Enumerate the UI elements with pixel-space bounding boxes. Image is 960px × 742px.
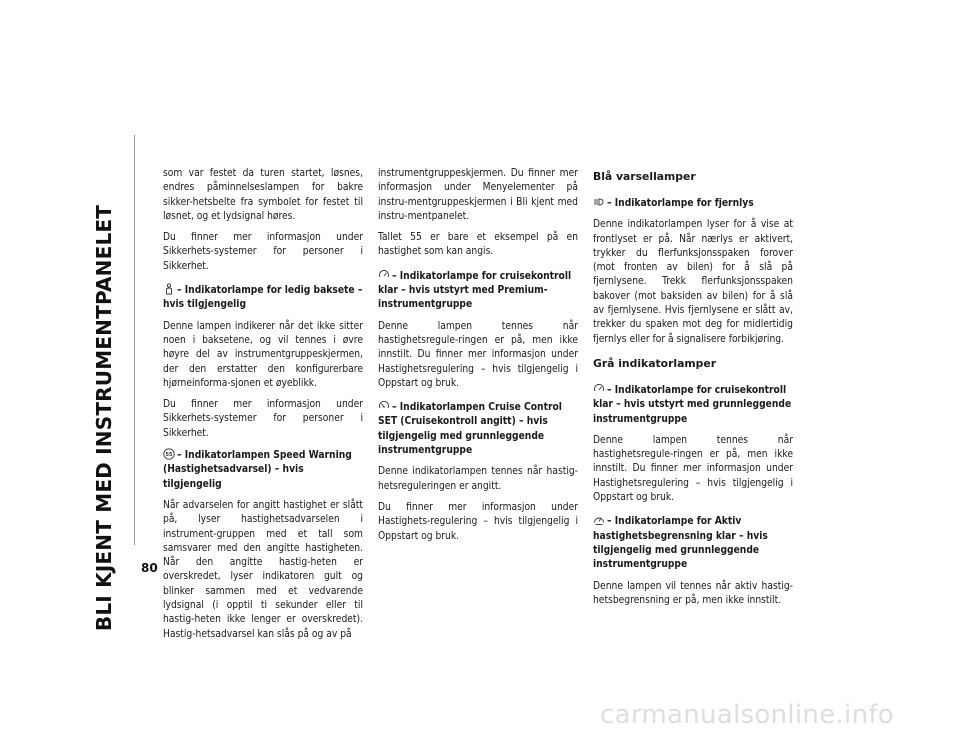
- paragraph: Du finner mer informasjon under Hastighets-regulering – hvis tilgjengelig i Oppstart og bruk.: [378, 501, 578, 542]
- section-title: Grå indikatorlamper: [593, 356, 717, 370]
- column-3: [593, 167, 793, 615]
- side-divider: [134, 135, 135, 545]
- paragraph: Denne lampen tennes når hastighetsregule-ringen er på, men ikke innstilt. Du finner mer informasjon under Hastighetsregulering – hvis tilgjengelig i Oppstart og bruk.: [378, 320, 578, 389]
- paragraph: Denne indikatorlampen tennes når hastig-hetsreguleringen er angitt.: [378, 466, 578, 492]
- cruise-control-ready-icon: [378, 269, 390, 281]
- paragraph: Denne lampen tennes når hastighetsregule-ringen er på, men ikke innstilt. Du finner mer informasjon under Hastighetsregulering – hvis tilgjengelig i Oppstart og bruk.: [593, 434, 793, 504]
- column-1: [163, 167, 363, 649]
- paragraph: Du finner mer informasjon under Sikkerhets-systemer for personer i Sikkerhet.: [163, 399, 363, 439]
- high-beam-icon: [593, 196, 605, 208]
- column-2: [378, 167, 578, 551]
- section-heading: – Indikatorlampe for cruisekontroll klar – hvis utstyrt med Premium-instrumentgruppe: [378, 270, 572, 311]
- side-chapter-title: BLI KJENT MED INSTRUMENTPANELET: [92, 204, 116, 632]
- speed-warning-icon: [163, 448, 175, 460]
- svg-text:55: 55: [165, 452, 173, 459]
- section-heading: – Indikatorlampe for Aktiv hastighetsbegrensning klar – hvis tilgjengelig med grunnleggende instrumentgruppe: [593, 516, 768, 571]
- paragraph: Denne lampen indikerer når det ikke sitter noen i baksetene, og vil tennes i øvre høyre del av instrumentgruppeskjermen, der den erstatter den konfigurerbare hjørneinforma-sjonen et øyeblikk.: [163, 320, 363, 389]
- section-heading: – Indikatorlampe for cruisekontroll klar – hvis utstyrt med grunnleggende instrumentgruppe: [593, 384, 792, 425]
- paragraph: Når advarselen for angitt hastighet er slått på, lyser hastighetsadvarselen i instrument-gruppen med et tall som samsvarer med den angitte hastigheten. Når den angitte hastig-heten er overskredet, lyser indikatoren gult og blinker sammen med et vedvarende lydsignal (i opptil ti sekunder eller til hastig-heten ikke lenger er overskredet). Hastig-hetsadvarsel kan slås på og av på: [163, 499, 363, 640]
- rear-seat-vacant-icon: [163, 283, 175, 295]
- paragraph: instrumentgruppeskjermen. Du finner mer informasjon under Menyelementer på instru-mentgruppeskjermen i Bli kjent med instru-mentpanelet.: [378, 168, 578, 222]
- paragraph: Du finner mer informasjon under Sikkerhets-systemer for personer i Sikkerhet.: [163, 232, 363, 272]
- page-number: 80: [141, 561, 158, 575]
- section-title: Blå varsellamper: [593, 170, 696, 183]
- paragraph: som var festet da turen startet, løsnes, endres påminnelseslampen for bakre sikker-hetsbelte fra symbolet for festet til løsnet, og et lydsignal høres.: [163, 168, 363, 222]
- watermark: carmanualsonline.info: [600, 700, 895, 730]
- section-heading: – Indikatorlampe for ledig baksete – hvis tilgjengelig: [163, 285, 363, 311]
- speed-limiter-icon: [593, 514, 605, 526]
- section-heading: 55 – Indikatorlampen Speed Warning (Hastighetsadvarsel) – hvis tilgjengelig: [163, 450, 352, 490]
- paragraph: Tallet 55 er bare et eksempel på en hastighet som kan angis.: [378, 232, 578, 258]
- cruise-control-set-icon: [378, 400, 390, 412]
- section-heading: – Indikatorlampen Cruise Control SET (Cruisekontroll angitt) – hvis tilgjengelig med grunnleggende instrumentgruppe: [378, 402, 562, 457]
- paragraph: Denne lampen vil tennes når aktiv hastig-hetsbegrensning er på, men ikke innstilt.: [593, 580, 793, 606]
- cruise-control-ready-icon: [593, 383, 605, 395]
- paragraph: Denne indikatorlampen lyser for å vise at frontlyset er på. Når nærlys er aktivert, trykker du flerfunksjonsspaken forover (mot fronten av bilen) for å slå på fjernlysene. Trekk flerfunksjonsspaken bakover (mot baksiden av bilen) for å slå av fjernlysene. Hvis fjernlysene er slått av, trekker du spaken mot deg for midlertidig fjernlys eller for å signalisere forbikjøring.: [593, 219, 793, 345]
- section-heading: – Indikatorlampe for fjernlys: [593, 196, 793, 211]
